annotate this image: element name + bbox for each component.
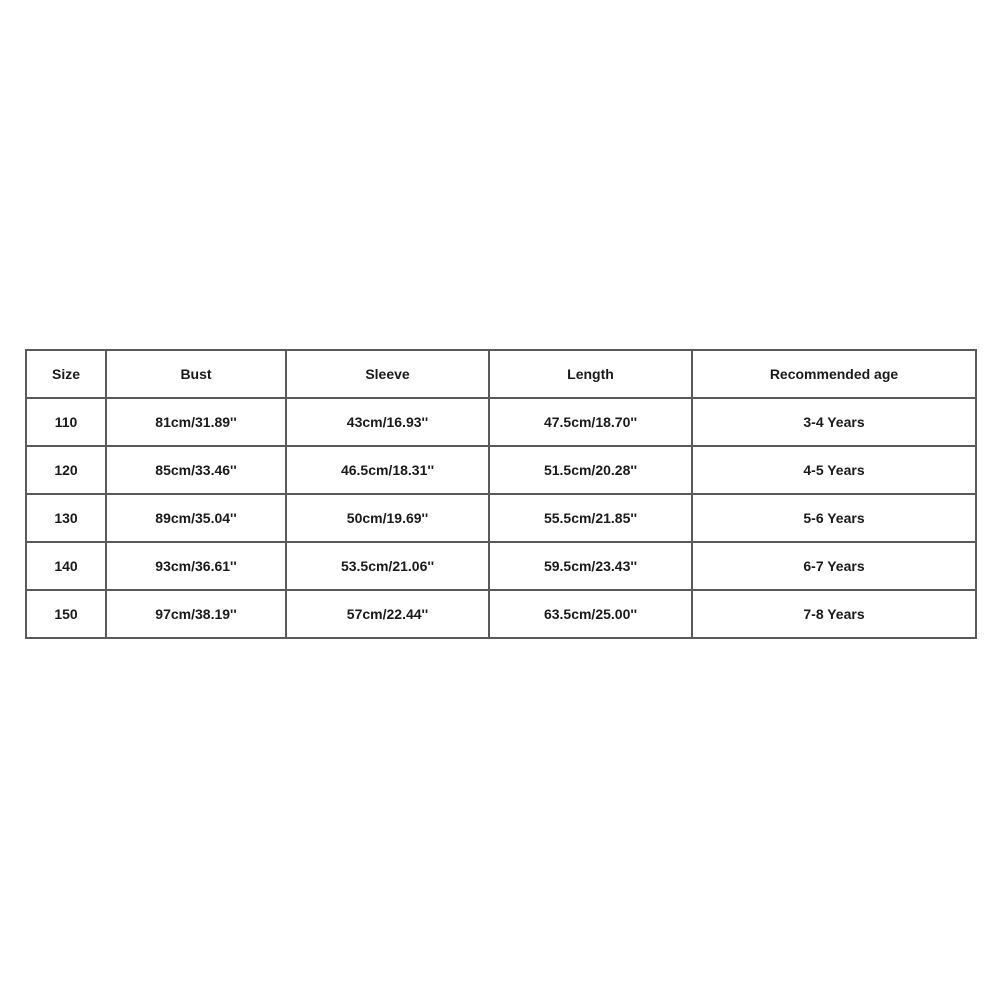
cell-length: 63.5cm/25.00'': [489, 590, 692, 638]
cell-length: 47.5cm/18.70'': [489, 398, 692, 446]
header-sleeve: Sleeve: [286, 350, 489, 398]
header-length: Length: [489, 350, 692, 398]
table-row: [26, 542, 976, 590]
header-bust: Bust: [106, 350, 286, 398]
cell-bust: 85cm/33.46'': [106, 446, 286, 494]
cell-recommended-age: 6-7 Years: [692, 542, 976, 590]
cell-size: 110: [26, 398, 106, 446]
table-header-row: [26, 350, 976, 398]
cell-size: 120: [26, 446, 106, 494]
cell-size: 150: [26, 590, 106, 638]
cell-bust: 93cm/36.61'': [106, 542, 286, 590]
cell-sleeve: 46.5cm/18.31'': [286, 446, 489, 494]
header-size: Size: [26, 350, 106, 398]
cell-sleeve: 43cm/16.93'': [286, 398, 489, 446]
cell-length: 59.5cm/23.43'': [489, 542, 692, 590]
table-row: [26, 398, 976, 446]
cell-size: 130: [26, 494, 106, 542]
size-chart-table: [25, 349, 977, 639]
cell-bust: 97cm/38.19'': [106, 590, 286, 638]
cell-recommended-age: 5-6 Years: [692, 494, 976, 542]
cell-sleeve: 53.5cm/21.06'': [286, 542, 489, 590]
cell-size: 140: [26, 542, 106, 590]
cell-length: 51.5cm/20.28'': [489, 446, 692, 494]
cell-recommended-age: 3-4 Years: [692, 398, 976, 446]
table-row: [26, 590, 976, 638]
cell-recommended-age: 7-8 Years: [692, 590, 976, 638]
table-row: [26, 494, 976, 542]
cell-bust: 81cm/31.89'': [106, 398, 286, 446]
cell-length: 55.5cm/21.85'': [489, 494, 692, 542]
table-row: [26, 446, 976, 494]
cell-sleeve: 57cm/22.44'': [286, 590, 489, 638]
cell-recommended-age: 4-5 Years: [692, 446, 976, 494]
cell-sleeve: 50cm/19.69'': [286, 494, 489, 542]
header-recommended-age: Recommended age: [692, 350, 976, 398]
cell-bust: 89cm/35.04'': [106, 494, 286, 542]
